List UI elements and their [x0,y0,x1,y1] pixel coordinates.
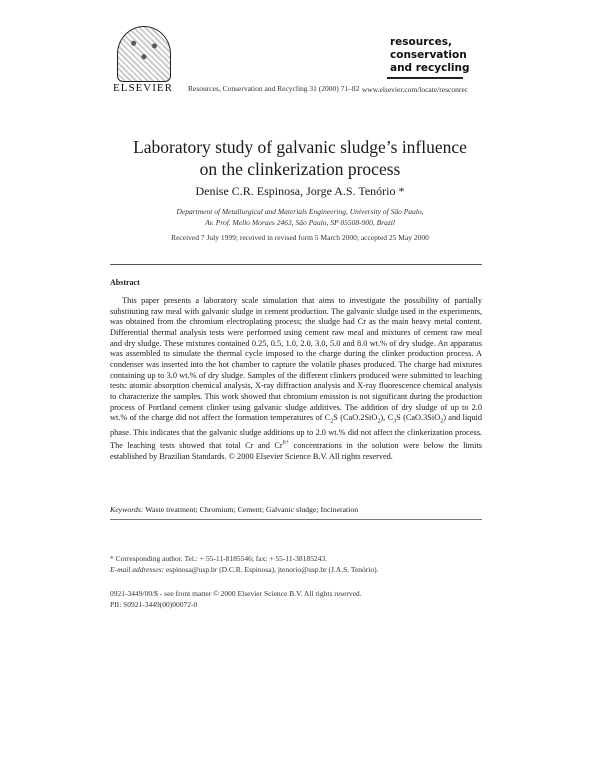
abstract-body: This paper presents a laboratory scale simulation that aims to investigate the possibility of partially substituting raw meal with galvanic sludge in cement production. The galvanic sludge used in the experiments, was obtained from the chromium electroplating process; the sludge had Cr as the main heavy metal content. Differential thermal analysis tests were performed using cement raw meal and mixtures of cement raw meal and dry sludge. These mixtures contained 0.25, 0.5, 1.0, 2.0, 3.0, 5.0 and 8.0 wt.% of dry sludge. An apparatus was assembled to simulate the thermal cycle imposed to the charge during the clinker production process. A condenser was inserted into the hot chamber to capture the volatile phases produced. The charge had mixtures containing up to 3.0 wt.% of dry sludge. Samples of the different clinkers produced were submitted to leaching tests: atomic absorption chemical analysis, X-ray diffraction analysis and X-ray fluorescence chemical analysis to characterize the samples. This work showed that chromium emission is not significant during the production process of Portland cement clinker using galvanic sludge additives. The addition of dry sludge of up to 2.0 wt.% of the charge did not affect the formation temperatures of $C_2S$ (CaO.2SiO$_2$), $C_3S$ (CaO.3SiO$_2$) and liquid phase. This indicates that the galvanic sludge additions up to 2.0 wt.% did not affect the clinkerization process. The leaching tests showed that total Cr and $Cr^{6+}$ concentrations in the solution were below the limits established by Brazilian Standards. © 2000 Elsevier Science B.V. All rights reserved. [110,296,482,461]
journal-citation: Resources, Conservation and Recycling 31 (2000) 71–82 [188,84,360,93]
email-label: E-mail addresses: [110,565,165,574]
affiliation-line: Av. Prof. Mello Moraes 2463, São Paulo, SP 05508-900, Brazil [205,217,395,227]
copyright-line: 0921-3449/00/$ - see front matter © 2000 Elsevier Science B.V. All rights reserved. [110,589,362,598]
received-dates: Received 7 July 1999; received in revised form 5 March 2000; accepted 25 May 2000 [171,233,429,242]
publisher-name: ELSEVIER [113,82,173,94]
journal-url[interactable]: www.elsevier.com/locate/resconrec [361,85,468,94]
email-note [110,565,510,574]
elsevier-tree-icon [117,26,171,82]
keywords-text: Waste treatment; Chromium; Cement; Galvanic sludge; Incineration [143,505,359,514]
affiliation-line: Department of Metallurgical and Materials Engineering, University of São Paulo, [176,207,424,216]
pii-line: PII: S0921-3449(00)00072-0 [110,600,198,609]
affiliation [120,207,480,228]
title-line: Laboratory study of galvanic sludge’s influence [133,137,467,157]
journal-brand-line: conservation [390,49,467,61]
elsevier-logo [100,26,186,92]
brand-underline [387,77,463,79]
title-line: on the clinkerization process [199,159,401,179]
abstract-text: This paper presents a laboratory scale simulation that aims to investigate the possibility of partially substituting raw meal with galvanic sludge in cement production. The galvanic sludge used in the experiments, was obtained from the chromium electroplating process; the sludge had Cr as the main heavy metal content. Differential thermal analysis tests were performed using cement raw meal and mixtures of cement raw meal and dry sludge. These mixtures contained 0.25, 0.5, 1.0, 2.0, 3.0, 5.0 and 8.0 wt.% of dry sludge. An apparatus was assembled to simulate the thermal cycle imposed to the charge during the clinker production process. A condenser was inserted into the hot chamber to capture the volatile phases produced. The charge had mixtures containing up to 3.0 wt.% of dry sludge. Samples of the different clinkers produced were submitted to leaching tests: atomic absorption chemical analysis, X-ray diffraction analysis and X-ray fluorescence chemical analysis to characterize the samples. This work showed that chromium emission is not significant during the production process of Portland cement clinker using galvanic sludge additives. The addition of dry sludge of up to 2.0 wt.% of the charge did not affect the formation temperatures of [110,296,482,423]
divider [110,519,482,520]
journal-brand-line: and recycling [390,62,470,74]
authors: Denise C.R. Espinosa, Jorge A.S. Tenório * [195,184,405,198]
keywords [110,505,482,514]
abstract-heading: Abstract [110,278,140,287]
journal-brand [390,36,470,75]
keywords-label: Keywords: [110,505,144,514]
email-text[interactable]: espinosa@usp.br (D.C.R. Espinosa), jtenorio@usp.br (J.A.S. Tenório). [164,565,379,574]
corresponding-author-note: * Corresponding author. Tel.: + 55-11-8185546; fax: + 55-11-38185243. [110,554,328,563]
article-title [60,136,540,180]
journal-brand-line: resources, [390,36,453,48]
divider [110,264,482,265]
